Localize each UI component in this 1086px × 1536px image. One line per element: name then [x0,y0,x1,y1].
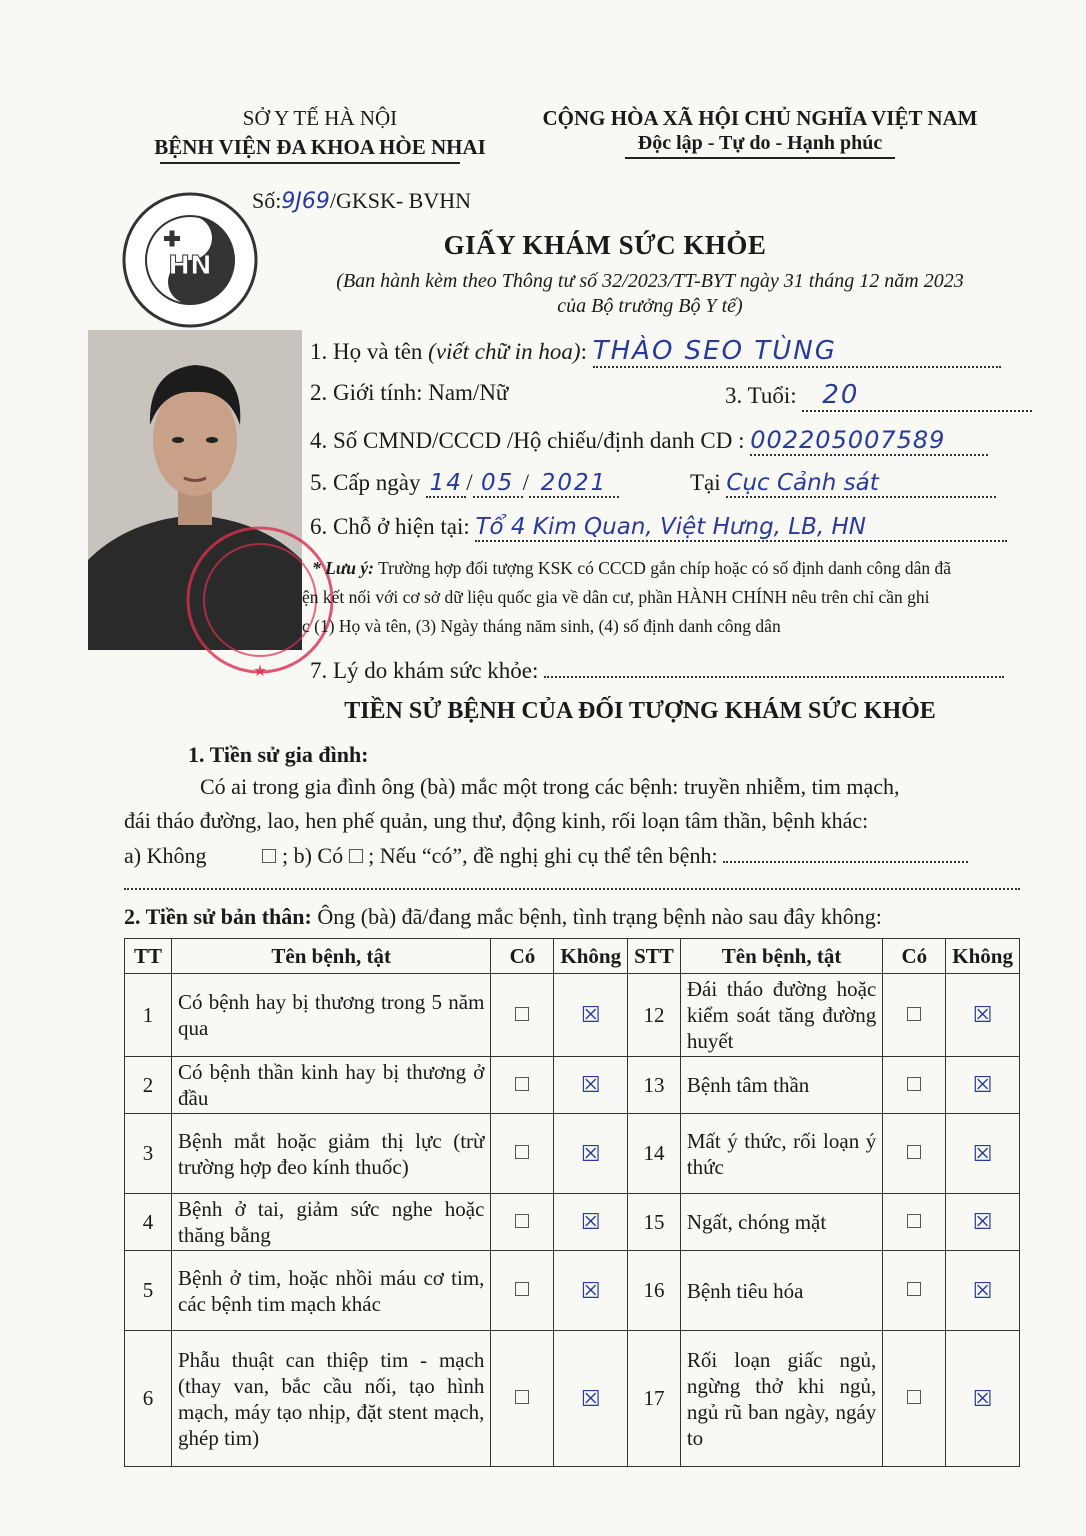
issue-year[interactable]: 2021 [529,470,619,498]
checkbox-box[interactable] [907,1390,921,1404]
no-checkbox-checked[interactable]: ☒ [554,974,628,1057]
row-number: 17 [628,1331,681,1467]
table-row [125,974,1020,1057]
motto-underline [625,157,895,159]
col-yes: Có [491,939,554,974]
checkbox-box[interactable] [515,1282,529,1296]
no-checkbox-checked[interactable]: ☒ [554,1194,628,1251]
col-no-2: Không [946,939,1020,974]
table-header-row [125,939,1020,974]
col-tt: TT [125,939,172,974]
issue-day[interactable]: 14 [426,470,466,498]
yes-checkbox[interactable] [491,1251,554,1331]
disease-name: Phẫu thuật can thiệp tim - mạch (thay van, bắc cầu nối, tạo hình mạch, máy tạo nhịp, đặt stent mạch, ghép tim) [172,1331,491,1467]
disease-name: Ngất, chóng mặt [680,1194,882,1251]
disease-name: Có bệnh thần kinh hay bị thương ở đầu [172,1057,491,1114]
disease-history-table [124,938,1020,1467]
checkbox-box[interactable] [907,1077,921,1091]
no-checkbox-checked[interactable]: ☒ [554,1057,628,1114]
id-field-row: 4. Số CMND/CCCD /Hộ chiếu/định danh CD : 002205007589 [310,426,988,456]
document-subtitle-1: (Ban hành kèm theo Thông tư số 32/2023/TT-BYT ngày 31 tháng 12 năm 2023 [336,270,964,292]
id-value[interactable]: 002205007589 [750,426,988,456]
checkbox-box[interactable] [907,1282,921,1296]
family-question-1: Có ai trong gia đình ông (bà) mắc một trong các bệnh: truyền nhiễm, tim mạch, [200,774,900,799]
address-field-row: 6. Chỗ ở hiện tại: Tổ 4 Kim Quan, Việt Hưng, LB, HN [310,514,1007,542]
name-value[interactable]: THÀO SEO TÙNG [593,336,1001,368]
family-disease-line-2[interactable] [124,870,1020,890]
age-value[interactable]: 20 [802,380,1032,412]
yes-checkbox[interactable] [491,1331,554,1467]
issue-place-value[interactable]: Cục Cảnh sát [726,470,996,498]
checkbox-box[interactable] [907,1007,921,1021]
national-title: CỘNG HÒA XÃ HỘI CHỦ NGHĨA VIỆT NAM [542,106,978,130]
row-number: 15 [628,1194,681,1251]
self-history-row: 2. Tiền sử bản thân: Ông (bà) đã/đang mắc bệnh, tình trạng bệnh nào sau đây không: [124,904,882,929]
row-number: 12 [628,974,681,1057]
svg-text:HN: HN [168,251,212,281]
yes-checkbox[interactable] [883,1114,946,1194]
checkbox-box[interactable] [515,1390,529,1404]
row-number: 16 [628,1251,681,1331]
disease-name: Rối loạn giấc ngủ, ngừng thở khi ngủ, ngủ rũ ban ngày, ngáy to [680,1331,882,1467]
svg-text:★: ★ [252,661,268,680]
document-subtitle-2: của Bộ trưởng Bộ Y tế) [557,295,743,317]
disease-name: Có bệnh hay bị thương trong 5 năm qua [172,974,491,1057]
yes-checkbox[interactable] [883,1194,946,1251]
ministry-name: SỞ Y TẾ HÀ NỘI [242,106,398,130]
table-row [125,1057,1020,1114]
history-heading: TIỀN SỬ BỆNH CỦA ĐỐI TƯỢNG KHÁM SỨC KHỎE [344,698,936,724]
table-row [125,1331,1020,1467]
national-motto: Độc lập - Tự do - Hạnh phúc [637,132,883,154]
row-number: 3 [125,1114,172,1194]
disease-name: Bệnh ở tai, giảm sức nghe hoặc thăng bằng [172,1194,491,1251]
hospital-underline [160,162,460,164]
row-number: 5 [125,1251,172,1331]
document-number: Số:9J69/GKSK- BVHN [252,188,472,214]
document-title: GIẤY KHÁM SỨC KHỎE [443,230,767,260]
row-number: 2 [125,1057,172,1114]
family-history-heading: 1. Tiền sử gia đình: [188,742,369,767]
col-disease-2: Tên bệnh, tật [680,939,882,974]
col-disease: Tên bệnh, tật [172,939,491,974]
no-checkbox-checked[interactable]: ☒ [946,1194,1020,1251]
yes-checkbox[interactable] [883,1331,946,1467]
reason-value[interactable] [544,654,1004,678]
family-answer-row: a) Không ; b) Có ; Nếu “có”, đề nghị ghi cụ thể tên bệnh: [124,843,968,869]
hospital-logo-icon [120,190,260,330]
col-stt: STT [628,939,681,974]
checkbox-box[interactable] [515,1007,529,1021]
note-line-1: * Lưu ý: Trường hợp đối tượng KSK có CCCD gắn chíp hoặc có số định danh công dân đã [312,558,952,578]
checkbox-box[interactable] [515,1145,529,1159]
gender-field-row: 2. Giới tính: Nam/Nữ [310,380,509,405]
checkbox-box[interactable] [907,1145,921,1159]
no-checkbox-checked[interactable]: ☒ [946,974,1020,1057]
yes-checkbox[interactable] [883,1251,946,1331]
no-checkbox-checked[interactable]: ☒ [946,1114,1020,1194]
disease-name: Mất ý thức, rối loạn ý thức [680,1114,882,1194]
row-number: 4 [125,1194,172,1251]
disease-name: Bệnh tâm thần [680,1057,882,1114]
issue-date-row: 5. Cấp ngày 14 / 05 / 2021 [310,470,619,498]
checkbox-box[interactable] [515,1077,529,1091]
disease-name: Bệnh mắt hoặc giảm thị lực (trừ trường hợp đeo kính thuốc) [172,1114,491,1194]
hospital-name: BỆNH VIỆN ĐA KHOA HÒE NHAI [154,135,486,159]
yes-checkbox[interactable] [349,849,363,863]
table-row [125,1194,1020,1251]
col-no: Không [554,939,628,974]
yes-checkbox[interactable] [491,974,554,1057]
no-checkbox-checked[interactable]: ☒ [554,1331,628,1467]
checkbox-box[interactable] [515,1214,529,1228]
row-number: 13 [628,1057,681,1114]
yes-checkbox[interactable] [883,974,946,1057]
table-row [125,1251,1020,1331]
row-number: 6 [125,1331,172,1467]
col-yes-2: Có [883,939,946,974]
no-checkbox-checked[interactable]: ☒ [554,1251,628,1331]
reason-field-row: 7. Lý do khám sức khỏe: [310,654,1004,684]
no-checkbox-checked[interactable]: ☒ [946,1057,1020,1114]
yes-checkbox[interactable] [883,1057,946,1114]
yes-checkbox[interactable] [491,1194,554,1251]
row-number: 14 [628,1114,681,1194]
age-field-row: 3. Tuổi: 20 [725,380,1032,412]
address-value[interactable]: Tổ 4 Kim Quan, Việt Hưng, LB, HN [475,514,1007,542]
family-question-2: đái tháo đường, lao, hen phế quản, ung thư, động kinh, rối loạn tâm thần, bệnh khác: [124,808,869,833]
disease-name: Bệnh ở tim, hoặc nhồi máu cơ tim, các bệnh tim mạch khác [172,1251,491,1331]
row-number: 1 [125,974,172,1057]
yes-checkbox[interactable] [491,1114,554,1194]
no-checkbox[interactable] [262,849,276,863]
no-checkbox-checked[interactable]: ☒ [946,1331,1020,1467]
name-field-row: 1. Họ và tên (viết chữ in hoa): THÀO SEO TÙNG [310,336,1001,368]
yes-checkbox[interactable] [491,1057,554,1114]
family-disease-field[interactable] [723,843,968,863]
checkbox-box[interactable] [907,1214,921,1228]
disease-name: Bệnh tiêu hóa [680,1251,882,1331]
note-line-2: ện kết nối với cơ sở dữ liệu quốc gia về dân cư, phần HÀNH CHÍNH nêu trên chỉ cần ghi [302,587,930,607]
note-line-3: c (1) Họ và tên, (3) Ngày tháng năm sinh, (4) số định danh công dân [302,616,781,636]
issue-place-row: Tại Cục Cảnh sát [690,470,996,498]
no-checkbox-checked[interactable]: ☒ [946,1251,1020,1331]
issue-month[interactable]: 05 [473,470,523,498]
no-checkbox-checked[interactable]: ☒ [554,1114,628,1194]
table-row [125,1114,1020,1194]
disease-name: Đái tháo đường hoặc kiểm soát tăng đường huyết [680,974,882,1057]
